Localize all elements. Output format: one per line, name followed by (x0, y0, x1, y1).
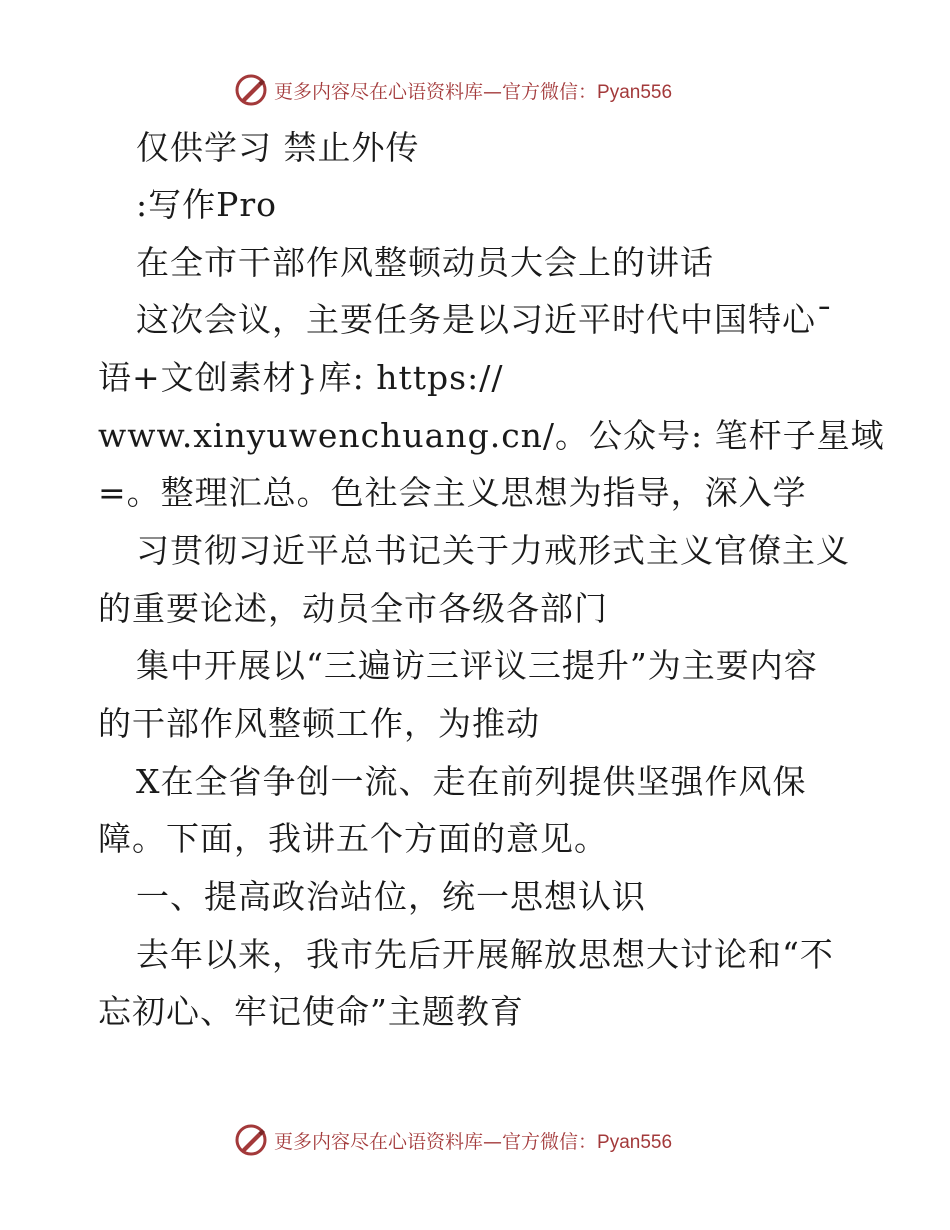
section-heading: 一、提高政治站位，统一思想认识 (136, 877, 646, 916)
text-line: 的重要论述，动员全市各级各部门 (98, 589, 608, 628)
header-watermark (234, 72, 672, 108)
text-line: 这次会议，主要任务是以习近平时代中国特心¯ (136, 300, 834, 339)
text-line: 去年以来，我市先后开展解放思想大讨论和“不 (136, 935, 834, 974)
pen-logo-icon (234, 73, 268, 107)
text-line: 的干部作风整顿工作，为推动 (98, 704, 540, 743)
text-line: :写作Pro (136, 185, 277, 224)
pen-logo-icon (234, 1123, 268, 1157)
doc-title: 在全市干部作风整顿动员大会上的讲话 (136, 243, 714, 282)
text-line: 障。下面，我讲五个方面的意见。 (98, 819, 608, 858)
footer-watermark (234, 1122, 672, 1158)
text-line: 忘初心、牢记使命”主题教育 (98, 992, 524, 1031)
text-line: www.xinyuwenchuang.cn/。公众号: 笔杆子星域 (98, 416, 885, 455)
text-line: X在全省争创一流、走在前列提供坚强作风保 (136, 762, 807, 801)
text-line: 集中开展以“三遍访三评议三提升”为主要内容 (136, 646, 818, 685)
text-line: 仅供学习 禁止外传 (136, 128, 420, 167)
text-line: =。整理汇总。色社会主义思想为指导，深入学 (98, 473, 807, 512)
watermark-text: 更多内容尽在心语资料库—官方微信：Pyan556 (274, 1130, 673, 1153)
text-line: 习贯彻习近平总书记关于力戒形式主义官僚主义 (136, 531, 850, 570)
text-line: 语+文创素材}库: https:// (98, 358, 504, 397)
watermark-text: 更多内容尽在心语资料库—官方微信：Pyan556 (274, 80, 673, 103)
